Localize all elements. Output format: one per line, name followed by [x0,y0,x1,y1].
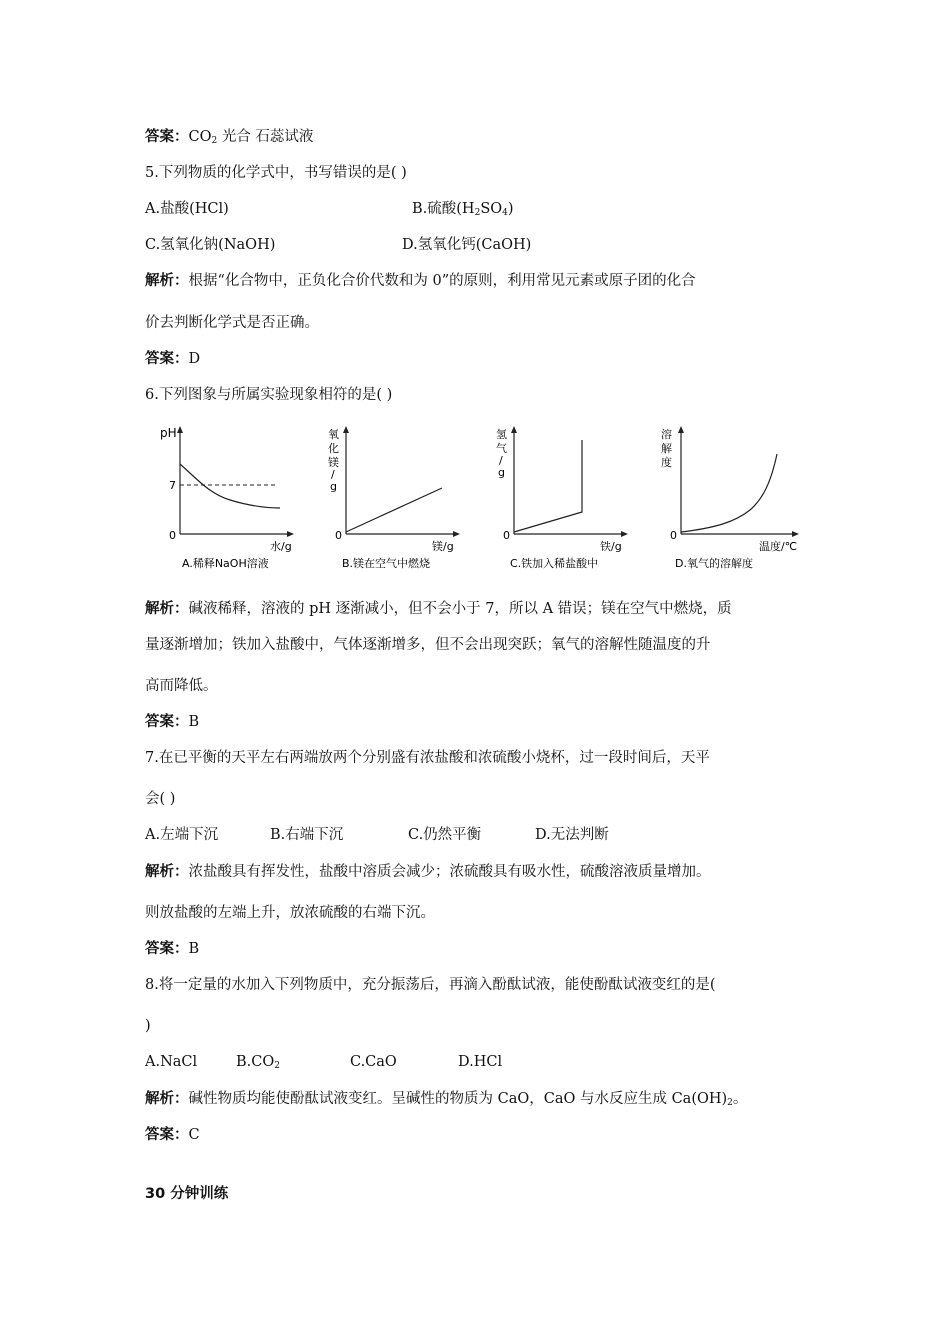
q7-option-b: B.右端下沉 [270,827,344,843]
answer-label: 答案： [145,1127,189,1143]
question-8: 8.将一定量的水加入下列物质中，充分振荡后，再滴入酚酞试液，能使酚酞试液变红的是( [145,977,716,993]
caption: C.铁加入稀盐酸中 [510,557,599,570]
graph-c [488,422,638,576]
text: ) [507,201,514,217]
q8-option-b [236,1052,280,1072]
y-label-char: 化 [328,442,339,455]
answer-label: 答案： [145,941,189,957]
q5-option-c: C.氢氧化钠(NaOH) [145,237,276,253]
q7-option-c: C.仍然平衡 [408,827,482,843]
y-label-char: / [331,468,335,481]
x-arrow [287,531,294,537]
y-arrow [511,426,517,433]
curve [681,454,777,532]
q7-option-d: D.无法判断 [535,827,609,843]
answer-rest: 光合 石蕊试液 [217,129,314,145]
answer-q5 [145,349,200,369]
subscript: 2 [727,1098,733,1108]
answer-label: 答案： [145,351,189,367]
answer-label: 答案： [145,129,189,145]
explanation-label: 解析： [145,601,189,617]
question-6: 6.下列图象与所属实验现象相符的是( ) [145,387,393,403]
tick-7: 7 [169,479,176,492]
q8-option-d: D.HCl [458,1054,503,1070]
text: SO [480,201,503,217]
graph-a-svg [150,422,300,572]
explanation-label: 解析： [145,1091,189,1107]
explanation-text: 碱液稀释，溶液的 pH 逐渐减小，但不会小于 7，所以 A 错误；镁在空气中燃烧，质 [188,601,732,617]
graph-b [320,422,470,576]
question-5: 5.下列物质的化学式中，书写错误的是( ) [145,165,407,181]
origin: 0 [670,529,677,542]
answer-text: CO [188,129,212,145]
x-label: 水/g [270,540,292,553]
origin: 0 [169,529,176,542]
q5-option-a: A.盐酸(HCl) [145,201,229,217]
graph-b-svg [320,422,470,572]
y-label-char: 镁 [328,456,339,469]
y-label-char: 解 [661,442,672,455]
graph-figure [140,422,820,582]
answer-q8 [145,1125,200,1145]
origin: 0 [335,529,342,542]
subscript: 2 [474,208,481,218]
x-arrow [792,531,799,537]
y-label-char: 氧 [328,428,339,441]
explanation-text: 浓盐酸具有挥发性，盐酸中溶质会减少；浓硫酸具有吸水性，硫酸溶液质量增加。 [188,864,711,880]
text: B.CO [236,1054,275,1070]
explanation-q6-line3: 高而降低。 [145,678,218,694]
y-label-char: 度 [661,456,672,469]
answer-q6 [145,712,199,732]
y-arrow [678,426,684,433]
answer-q7 [145,939,199,959]
explanation-q6-line2: 量逐渐增加；铁加入盐酸中，气体逐渐增多，但不会出现突跃；氧气的溶解性随温度的升 [145,637,711,653]
x-label: 镁/g [432,540,454,553]
graph-c-svg [488,422,638,572]
explanation-q6 [145,599,732,619]
answer-text: B [188,714,200,730]
explanation-label: 解析： [145,864,189,880]
explanation-text: 根据“化合物中，正负化合价代数和为 0”的原则，利用常见元素或原子团的化合 [188,273,696,289]
answer-text: C [188,1127,200,1143]
question-7-line2: 会( ) [145,791,176,807]
subscript: 2 [274,1061,280,1071]
x-label: 铁/g [600,540,622,553]
y-label-char: 溶 [661,428,672,441]
y-label-char: / [499,454,503,467]
answer-q4 [145,127,313,147]
answer-text: D [188,351,201,367]
caption: B.镁在空气中燃烧 [342,557,431,570]
explanation-q7 [145,862,711,882]
line [346,488,442,532]
explanation-q5-line2: 价去判断化学式是否正确。 [145,315,319,331]
subscript: 2 [211,136,218,146]
text: B.硫酸(H [412,201,475,217]
x-arrow [621,531,628,537]
explanation-label: 解析： [145,273,189,289]
subscript: 4 [502,208,508,218]
q8-option-c: C.CaO [350,1054,397,1070]
y-arrow [343,426,349,433]
question-7: 7.在已平衡的天平左右两端放两个分别盛有浓盐酸和浓硫酸小烧杯，过一段时间后，天平 [145,750,710,766]
caption: D.氧气的溶解度 [675,557,753,570]
line [514,440,582,532]
origin: 0 [503,529,510,542]
y-label-char: g [498,466,505,479]
answer-text: B [188,941,200,957]
q5-option-d: D.氢氧化钙(CaOH) [402,237,532,253]
explanation-q7-line2: 则放盐酸的左端上升，放浓硫酸的右端下沉。 [145,905,435,921]
y-label-char: 气 [496,442,507,455]
graph-d [655,422,815,576]
y-label-char: g [330,480,337,493]
q5-option-b [412,199,514,219]
q8-option-a: A.NaCl [145,1054,198,1070]
question-8-line2: ) [145,1018,151,1034]
section-heading: 30 分钟训练 [145,1186,229,1202]
explanation-q8 [145,1089,747,1109]
answer-label: 答案： [145,714,189,730]
caption: A.稀释NaOH溶液 [182,557,269,570]
y-arrow [177,426,183,433]
q7-option-a: A.左端下沉 [145,827,219,843]
explanation-end: 。 [732,1091,748,1107]
graph-d-svg [655,422,815,572]
y-label: pH [160,426,177,440]
curve [180,464,280,508]
explanation-q5 [145,271,696,291]
y-label-char: 氢 [496,428,507,441]
x-label: 温度/℃ [759,540,798,553]
graph-a [150,422,300,576]
x-arrow [453,531,460,537]
explanation-text: 碱性物质均能使酚酞试液变红。呈碱性的物质为 CaO，CaO 与水反应生成 Ca(OH) [188,1091,728,1107]
